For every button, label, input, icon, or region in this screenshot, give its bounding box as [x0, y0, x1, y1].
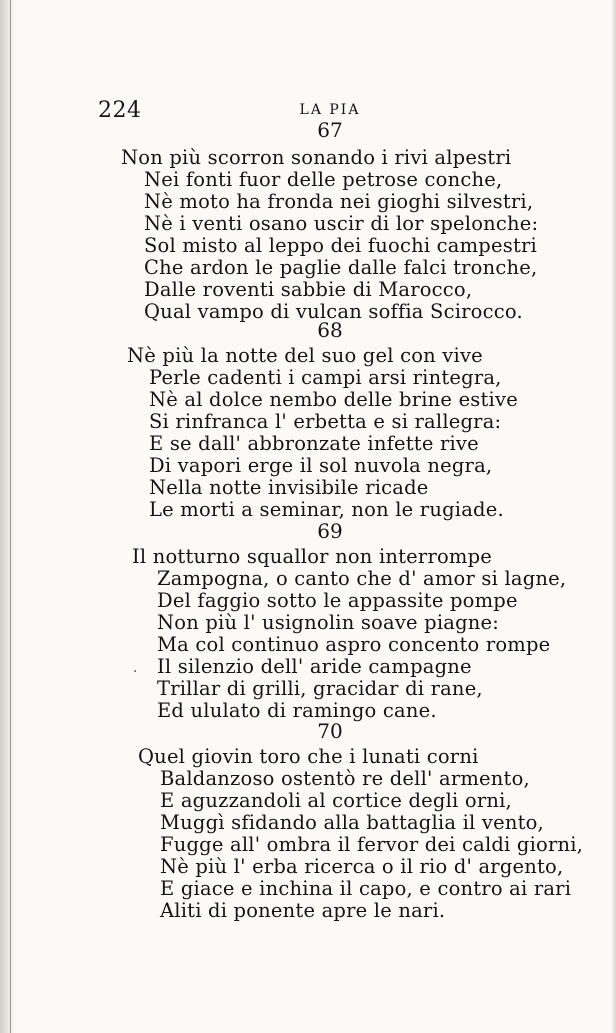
verse-line: Ma col continuo aspro concento rompe [157, 633, 551, 656]
verse-line: E aguzzandoli al cortice degli orni, [160, 789, 512, 812]
verse-line: Nella notte invisibile ricade [149, 476, 429, 499]
verse-line: Dalle roventi sabbie di Marocco, [144, 278, 473, 301]
verse-line: Zampogna, o canto che d' amor si lagne, [157, 567, 567, 590]
verse-line: Il notturno squallor non interrompe [132, 545, 493, 568]
page-edge [611, 0, 616, 1033]
verse-line: E giace e inchina il capo, e contro ai rari [160, 877, 572, 900]
verse-line: Muggì sfidando alla battaglia il vento, [160, 811, 544, 834]
verse-line: Perle cadenti i campi arsi rintegra, [149, 366, 502, 389]
verse-line: Che ardon le paglie dalle falci tronche, [144, 256, 538, 279]
verse-line: Fugge all' ombra il fervor dei caldi giorni, [160, 833, 584, 856]
verse-line: Si rinfranca l' erbetta e si rallegra: [149, 410, 502, 433]
verse-line: E se dall' abbronzate infette rive [149, 432, 479, 455]
verse-line: Nè i venti osano uscir di lor spelonche: [144, 212, 539, 235]
verse-line: Del faggio sotto le appassite pompe [157, 589, 518, 612]
verse-line: Le morti a seminar, non le rugiade. [149, 498, 504, 521]
verse-line: Trillar di grilli, gracidar di rane, [157, 677, 483, 700]
verse-line: Qual vampo di vulcan soffia Scirocco. [144, 300, 523, 323]
verse-line: Quel giovin toro che i lunati corni [138, 745, 479, 768]
verse-line: Nè più la notte del suo gel con vive [127, 344, 483, 367]
verse-line: Baldanzoso ostentò re dell' armento, [160, 767, 530, 790]
running-head: LA PIA [299, 102, 361, 118]
verse-line: Nei fonti fuor delle petrose conche, [144, 168, 503, 191]
stanza-number: 70 [317, 719, 343, 743]
verse-line: Ed ululato di ramingo cane. [157, 699, 437, 722]
stanza-number: 68 [317, 318, 343, 342]
verse-line: Sol misto al leppo dei fuochi campestri [144, 234, 537, 257]
verse-line: Non più l' usignolin soave piagne: [157, 611, 500, 634]
print-speck: · [133, 664, 138, 680]
stanza-number: 69 [317, 519, 343, 543]
page-number: 224 [98, 98, 142, 123]
verse-line: Nè più l' erba ricerca o il rio d' argento, [160, 855, 564, 878]
stanza-number: 67 [317, 118, 343, 142]
verse-line: Nè al dolce nembo delle brine estive [149, 388, 518, 411]
binding-line [10, 0, 11, 1033]
verse-line: Aliti di ponente apre le nari. [160, 899, 446, 922]
page-binding-shadow [0, 0, 16, 1033]
verse-line: Di vapori erge il sol nuvola negra, [149, 454, 493, 477]
verse-line: Non più scorron sonando i rivi alpestri [121, 146, 512, 169]
verse-line: Nè moto ha fronda nei gioghi silvestri, [144, 190, 534, 213]
verse-line: Il silenzio dell' aride campagne [157, 655, 472, 678]
